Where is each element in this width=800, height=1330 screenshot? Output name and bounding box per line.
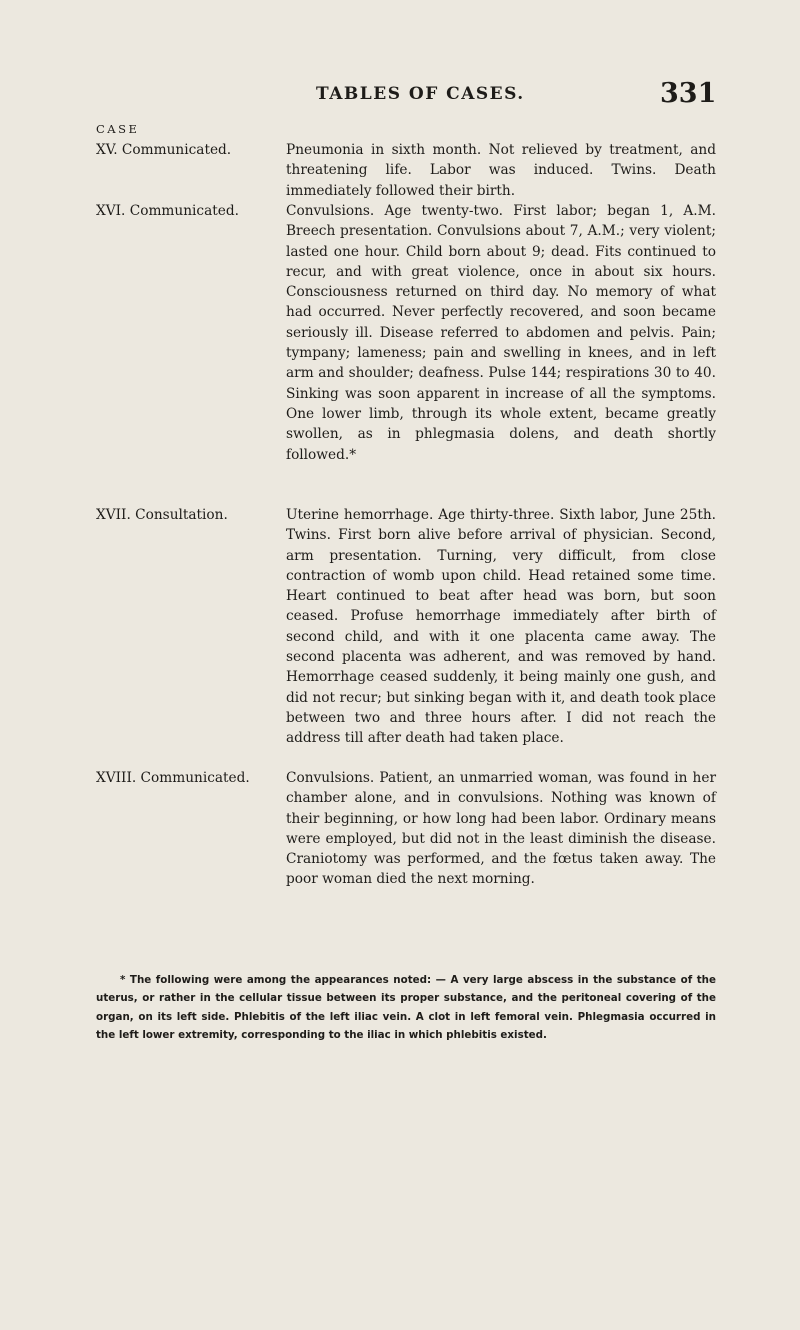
case-description: Pneumonia in sixth month. Not relieved by treatment, and threatening life. Labor was induced. Twins. Death immediately followed their birth. [286,142,716,199]
case-entry-xvi [96,201,716,465]
case-description: Convulsions. Patient, an unmarried woman, was found in her chamber alone, and in convulsions. Nothing was known of their beginning, or how long had been labor. Ordinary means were employed, but did not in the least diminish the disease. Craniotomy was performed, and the fœtus taken away. The poor woman died the next morning. [286,770,716,888]
case-entry-xvii [96,505,716,749]
case-id: XVIII. Communicated. [96,770,250,786]
case-description: Uterine hemorrhage. Age thirty-three. Sixth labor, June 25th. Twins. First born alive before arrival of physician. Second, arm presentation. Turning, very difficult, from close contraction of womb upon child. Head retained some time. Heart continued to beat after head was born, but soon ceased. Profuse hemorrhage immediately after birth of second child, and with it one placenta came away. The second placenta was adherent, and was removed by hand. Hemorrhage ceased suddenly, it being mainly one gush, and did not recur; but sinking began with it, and death took place between two and three hours after. I did not reach the address till after death had taken place. [286,507,716,747]
case-id: XVI. Communicated. [96,203,239,219]
case-id: XV. Communicated. [96,142,232,158]
case-description: Convulsions. Age twenty-two. First labor; began 1, A.M. Breech presentation. Convulsions about 7, A.M.; very violent; lasted one hour. Child born about 9; dead. Fits continued to recur, and with great violence, once in about six hours. Consciousness returned on third day. No memory of what had occurred. Never perfectly recovered, and soon became seriously ill. Disease referred to abdomen and pelvis. Pain; tympany; lameness; pain and swelling in knees, and in left arm and shoulder; deafness. Pulse 144; respirations 30 to 40. Sinking was soon apparent in increase of all the symptoms. One lower limb, through its whole extent, became greatly swollen, as in phlegmasia dolens, and death shortly followed.* [286,203,716,463]
case-entry-xv [96,140,716,201]
case-entry-xviii [96,768,716,890]
case-column-label: CASE [96,122,140,136]
running-title: TABLES OF CASES. [316,84,525,104]
page-number: 331 [660,78,717,109]
case-id: XVII. Consultation. [96,507,228,523]
footnote: * The following were among the appearances noted: — A very large abscess in the substance of the uterus, or rather in the cellular tissue between its proper substance, and the peritoneal covering of the organ, on its left side. Phlebitis of the left iliac vein. A clot in left femoral vein. Phlegmasia occurred in the left lower extremity, corresponding to the iliac in which phlebitis existed. [96,974,716,1041]
